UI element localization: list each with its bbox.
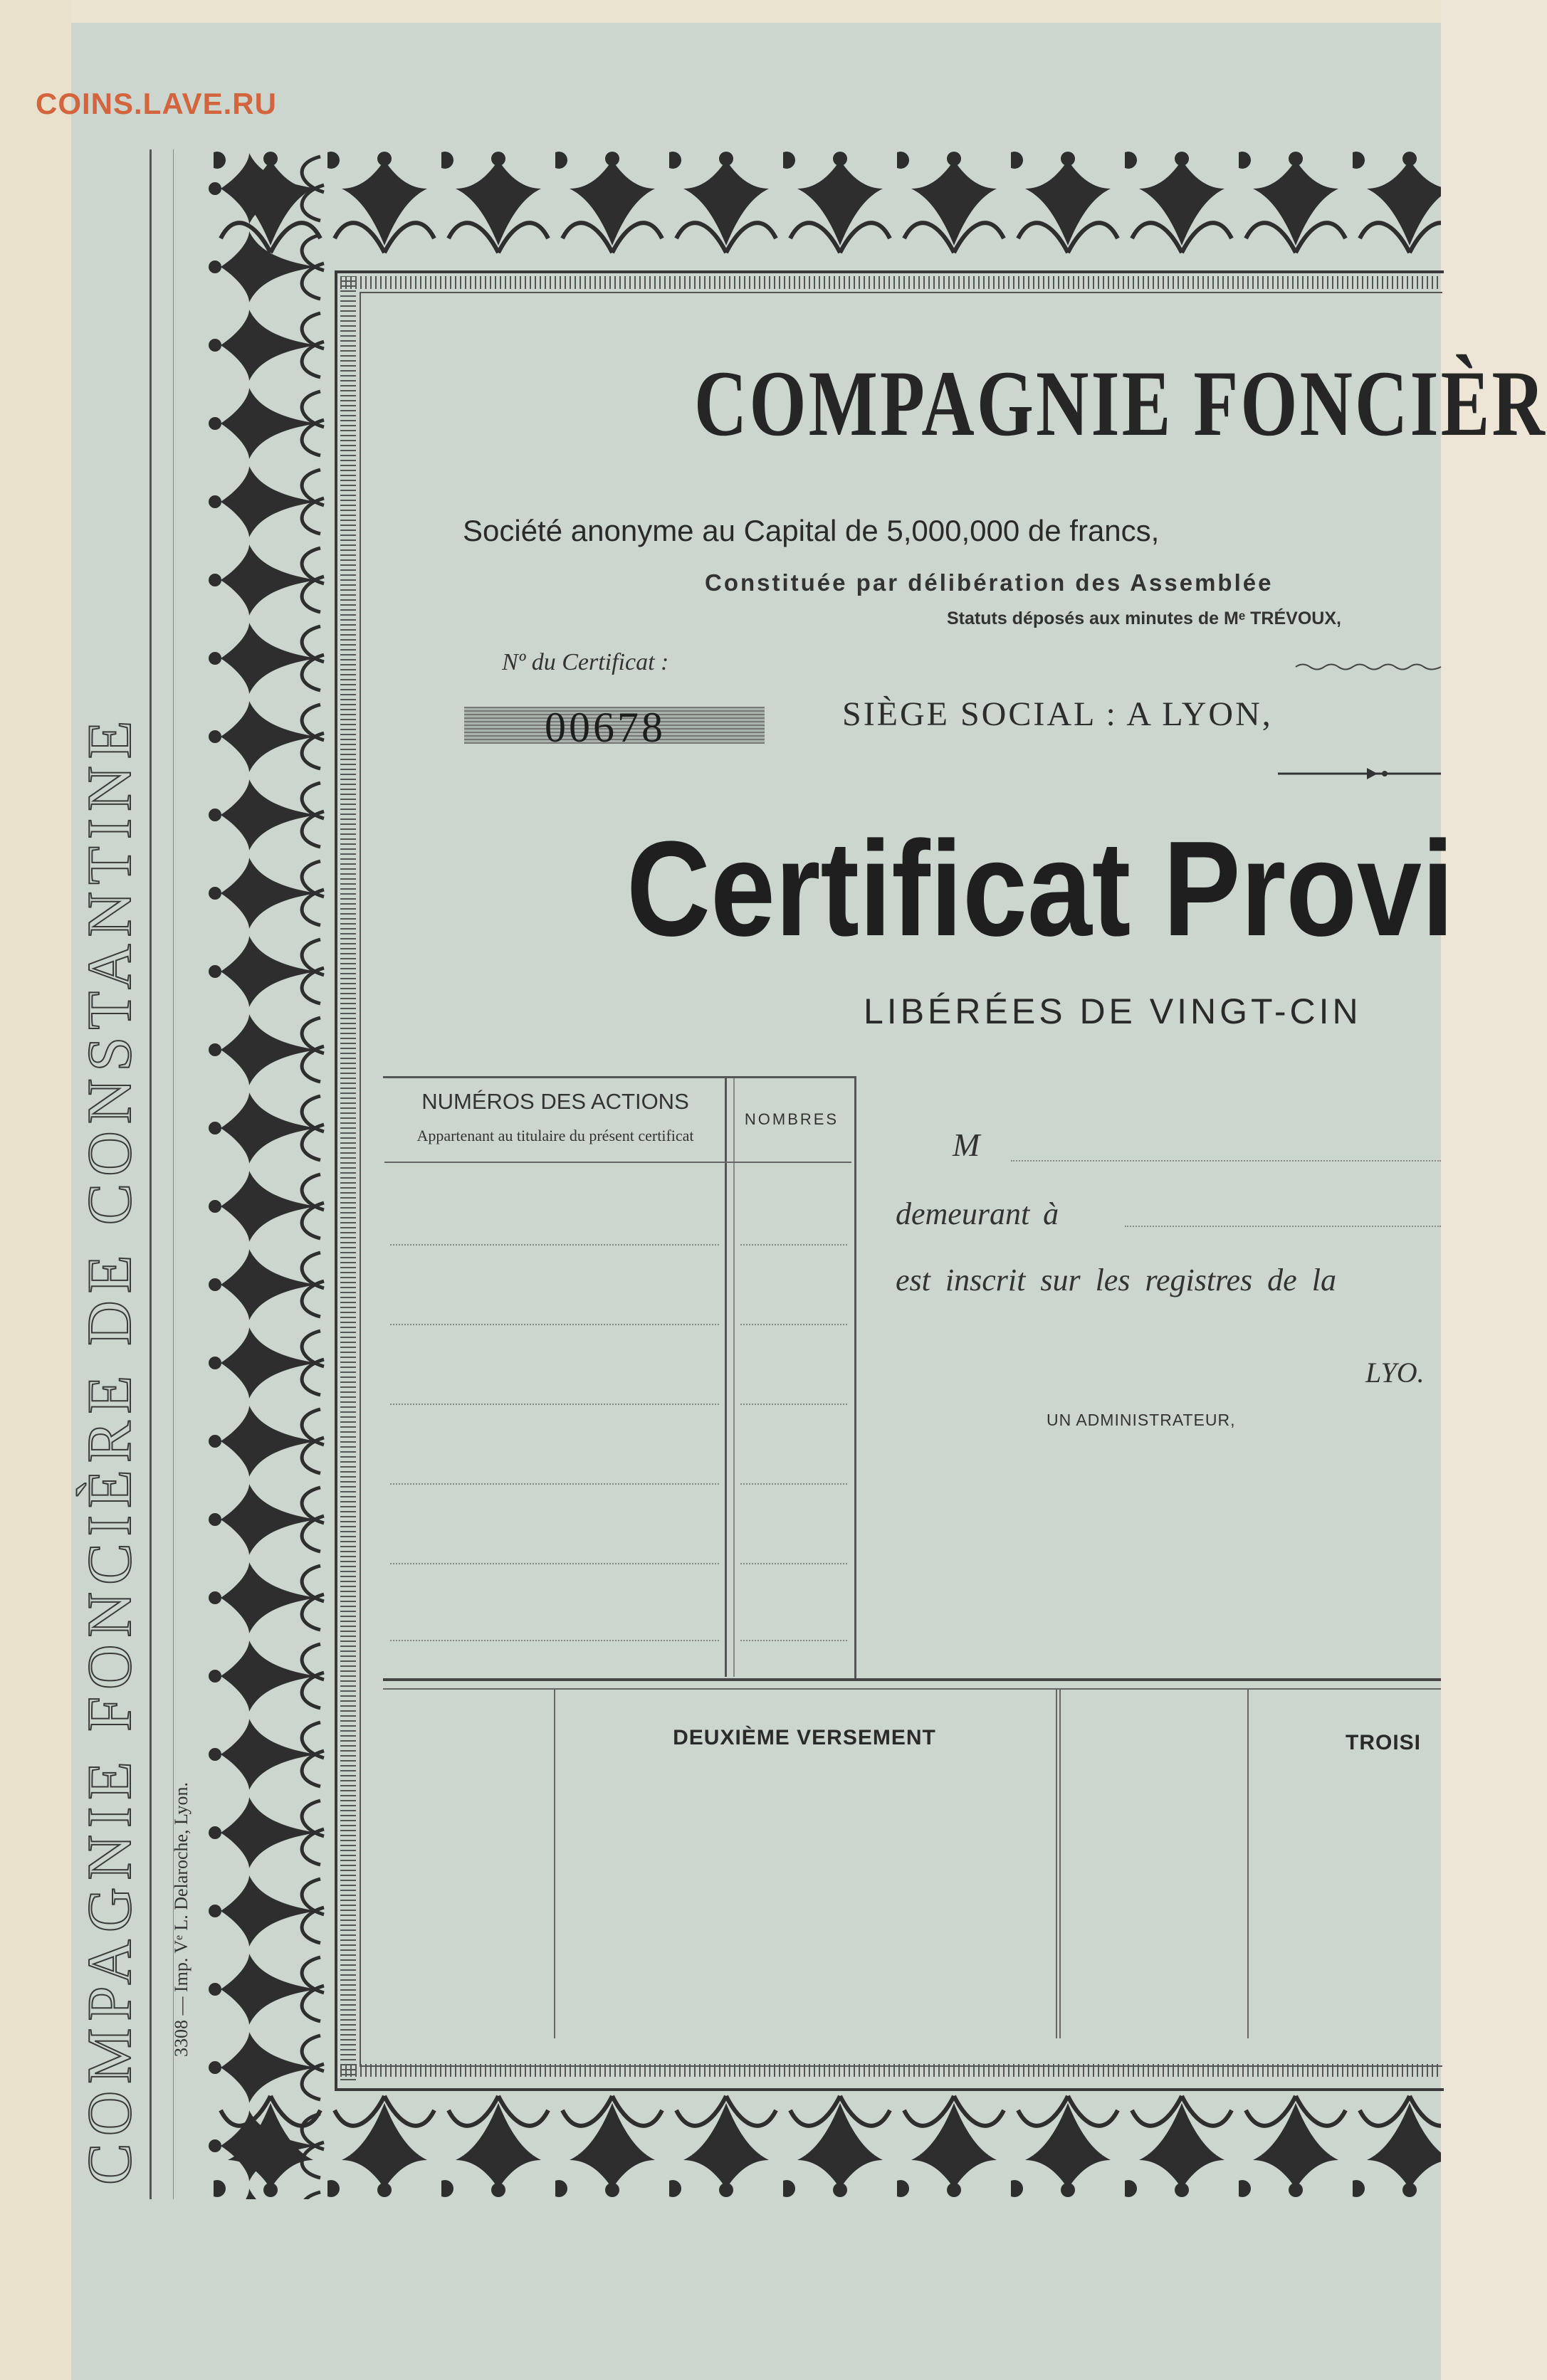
shares-row-line	[740, 1244, 847, 1246]
frame-hatch-left	[340, 276, 356, 2080]
shares-row-line	[740, 1324, 847, 1325]
versements-column-divider	[1059, 1690, 1061, 2038]
frame-hatch-top	[340, 276, 1441, 289]
paper-left-edge	[0, 0, 71, 2380]
shares-table-divider	[725, 1078, 727, 1677]
holder-name-field[interactable]	[1011, 1160, 1441, 1162]
versements-top-rule-thin	[383, 1688, 1441, 1690]
shares-row-line	[390, 1244, 719, 1246]
company-name: COMPAGNIE FONCIÈR	[694, 351, 1547, 456]
shares-row-line	[740, 1483, 847, 1485]
shares-table-header-numbers: NUMÉROS DES ACTIONS	[421, 1089, 689, 1114]
certificate-number-label: Nº du Certificat :	[502, 649, 669, 675]
inscription-text: est inscrit sur les registres de la	[896, 1263, 1336, 1297]
certificate-subtitle: LIBÉRÉES DE VINGT-CIN	[864, 991, 1362, 1031]
shares-table-header-sub: Appartenant au titulaire du présent certificat	[416, 1127, 694, 1144]
ornament-top-border	[214, 146, 1441, 263]
capital-line: Société anonyme au Capital de 5,000,000 de francs,	[463, 514, 1160, 547]
siege-social: SIÈGE SOCIAL : A LYON,	[842, 695, 1273, 733]
constituted-line: Constituée par délibération des Assemblée	[705, 569, 1274, 596]
shares-table	[383, 1076, 856, 1681]
certificate-number: 00678	[545, 704, 666, 751]
watermark-text: COINS.LAVE.RU	[36, 87, 277, 120]
shares-row-line	[740, 1640, 847, 1641]
versements-column-divider	[1056, 1690, 1057, 2038]
arrow-flourish-icon	[1278, 765, 1441, 782]
holder-address-field[interactable]	[1125, 1226, 1441, 1227]
signatory-label: UN ADMINISTRATEUR,	[1047, 1411, 1236, 1429]
second-versement-label: DEUXIÈME VERSEMENT	[673, 1726, 936, 1749]
versements-column-divider	[1247, 1690, 1249, 2038]
holder-address-label: demeurant à	[896, 1196, 1059, 1231]
flourish-divider-icon	[1296, 662, 1441, 672]
shares-row-line	[390, 1483, 719, 1485]
stub-border	[150, 149, 174, 2199]
holder-name-label: M	[953, 1127, 980, 1163]
certificate-title: Certificat Provi	[626, 813, 1454, 964]
ornament-left-border	[206, 149, 331, 2199]
ornament-bottom-border	[214, 2085, 1441, 2203]
shares-row-line	[390, 1324, 719, 1325]
printer-note: 3308 — Imp. Vᵉ L. Delaroche, Lyon.	[171, 1781, 192, 2057]
paper-top-edge	[0, 0, 1441, 23]
shares-table-header-count: NOMBRES	[744, 1110, 839, 1128]
shares-table-divider-thin	[733, 1078, 735, 1677]
shares-row-line	[390, 1563, 719, 1564]
shares-row-line	[740, 1563, 847, 1564]
shares-row-line	[390, 1640, 719, 1641]
shares-row-line	[740, 1404, 847, 1405]
shares-table-header-separator	[384, 1162, 851, 1163]
versements-top-rule	[383, 1678, 1441, 1681]
third-versement-label: TROISI	[1346, 1731, 1422, 1754]
statuts-line: Statuts déposés aux minutes de Mᵉ TRÉVOUX,	[947, 609, 1341, 628]
stub-vertical-text: COMPAGNIE FONCIÈRE DE CONSTANTINE	[75, 713, 145, 2185]
place-date: LYO.	[1365, 1357, 1425, 1389]
shares-row-line	[390, 1404, 719, 1405]
